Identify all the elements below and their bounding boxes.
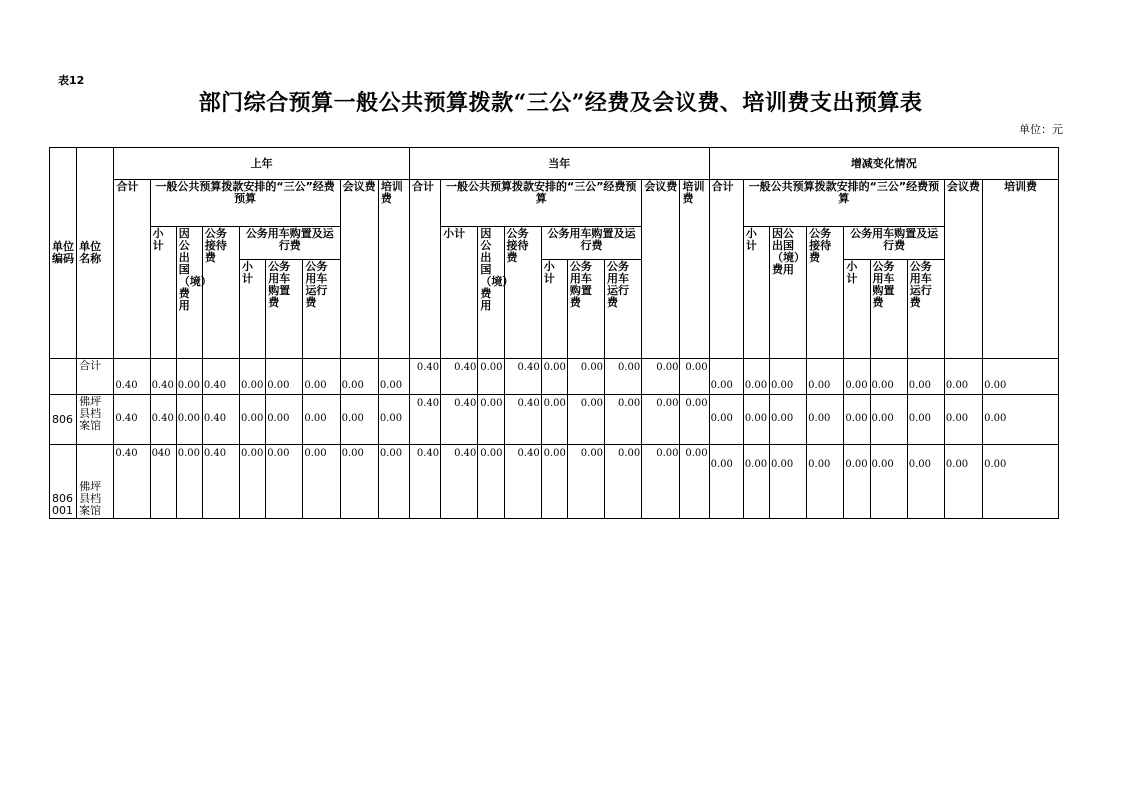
header-meeting: 会议费 — [340, 180, 378, 359]
cell-value: 0.00 — [680, 445, 709, 519]
header-three-public: 一般公共预算拨款安排的“三公”经费预算 — [743, 180, 944, 227]
header-subtotal: 小计 — [150, 227, 176, 359]
header-abroad: 因公出国（境）费用 — [478, 227, 504, 359]
header-vehicle-run: 公务用车运行费 — [605, 260, 642, 359]
cell-value: 0.40 — [114, 395, 150, 445]
cell-value: 0.00 — [944, 395, 982, 445]
header-this-year: 当年 — [409, 148, 709, 180]
cell-value: 0.00 — [807, 395, 844, 445]
table-row — [50, 395, 1059, 445]
cell-value: 0.00 — [176, 395, 202, 445]
cell-value: 0.00 — [807, 445, 844, 519]
header-subtotal: 小计 — [743, 227, 769, 359]
cell-value: 0.00 — [709, 445, 743, 519]
cell-value: 0.40 — [202, 359, 239, 395]
cell-value: 0.00 — [378, 395, 409, 445]
cell-value: 0.40 — [441, 395, 478, 445]
cell-value: 0.40 — [409, 359, 440, 395]
header-vehicle-run: 公务用车运行费 — [303, 260, 340, 359]
cell-value: 0.00 — [769, 395, 806, 445]
row-name: 佛坪县档案馆 — [77, 395, 114, 445]
cell-value: 0.00 — [844, 445, 870, 519]
cell-value: 0.00 — [743, 395, 769, 445]
cell-value: 0.00 — [743, 359, 769, 395]
cell-value: 0.40 — [114, 445, 150, 519]
cell-value: 0.00 — [983, 445, 1059, 519]
cell-value: 0.40 — [150, 395, 176, 445]
table-row — [50, 359, 1059, 395]
cell-value: 0.00 — [769, 445, 806, 519]
row-name: 佛坪县档案馆 — [77, 445, 114, 519]
cell-value: 0.00 — [743, 445, 769, 519]
cell-value: 0.00 — [567, 395, 604, 445]
cell-value: 0.00 — [870, 359, 907, 395]
cell-value: 0.40 — [504, 395, 541, 445]
header-vehicle-purchase: 公务用车购置费 — [870, 260, 907, 359]
header-training: 培训费 — [680, 180, 709, 359]
cell-value: 0.00 — [907, 445, 944, 519]
table-row — [50, 445, 1059, 519]
header-last-year: 上年 — [114, 148, 410, 180]
cell-value: 0.00 — [541, 395, 567, 445]
header-three-public: 一般公共预算拨款安排的“三公”经费预算 — [150, 180, 340, 227]
header-vehicle-subtotal: 小计 — [844, 260, 870, 359]
cell-value: 0.00 — [680, 395, 709, 445]
header-code: 单位编码 — [50, 148, 77, 359]
header-change: 增减变化情况 — [709, 148, 1058, 180]
cell-value: 0.00 — [983, 359, 1059, 395]
cell-value: 0.00 — [844, 395, 870, 445]
header-vehicle-run: 公务用车运行费 — [907, 260, 944, 359]
header-training: 培训费 — [378, 180, 409, 359]
header-abroad: 因公出国（境）费用 — [769, 227, 806, 359]
cell-value: 0.00 — [680, 359, 709, 395]
cell-value: 0.00 — [870, 445, 907, 519]
unit-label: 单位：元 — [1019, 123, 1063, 136]
cell-value: 0.40 — [441, 445, 478, 519]
cell-value: 0.00 — [709, 359, 743, 395]
cell-value: 0.00 — [605, 395, 642, 445]
header-meeting: 会议费 — [944, 180, 982, 359]
cell-value: 0.00 — [642, 445, 680, 519]
cell-value: 0.00 — [541, 359, 567, 395]
cell-value: 0.00 — [642, 395, 680, 445]
header-reception: 公务接待费 — [807, 227, 844, 359]
header-vehicle-subtotal: 小计 — [240, 260, 266, 359]
header-abroad: 因公出国（境）费用 — [176, 227, 202, 359]
cell-value: 0.00 — [870, 395, 907, 445]
cell-value: 0.40 — [409, 445, 440, 519]
table-number: 表12 — [58, 74, 85, 87]
header-name: 单位名称 — [77, 148, 114, 359]
cell-value: 0.00 — [340, 445, 378, 519]
row-code: 806001 — [50, 445, 77, 519]
header-vehicle-purchase: 公务用车购置费 — [567, 260, 604, 359]
cell-value: 0.40 — [202, 445, 239, 519]
cell-value: 0.00 — [176, 359, 202, 395]
cell-value: 0.00 — [176, 445, 202, 519]
row-code: 806 — [50, 395, 77, 445]
cell-value: 0.40 — [504, 359, 541, 395]
cell-value: 0.00 — [303, 359, 340, 395]
cell-value: 0.00 — [807, 359, 844, 395]
header-total: 合计 — [114, 180, 150, 359]
cell-value: 0.00 — [907, 395, 944, 445]
header-total: 合计 — [709, 180, 743, 359]
cell-value: 0.00 — [303, 395, 340, 445]
cell-value: 0.00 — [983, 395, 1059, 445]
header-training: 培训费 — [983, 180, 1059, 359]
cell-value: 0.00 — [478, 359, 504, 395]
header-vehicle: 公务用车购置及运行费 — [240, 227, 341, 260]
cell-value: 0.00 — [240, 395, 266, 445]
cell-value: 0.00 — [478, 395, 504, 445]
header-reception: 公务接待费 — [504, 227, 541, 359]
cell-value: 0.40 — [114, 359, 150, 395]
header-vehicle-purchase: 公务用车购置费 — [266, 260, 303, 359]
cell-value: 0.00 — [240, 445, 266, 519]
cell-value: 0.00 — [240, 359, 266, 395]
cell-value: 0.00 — [605, 359, 642, 395]
cell-value: 0.00 — [340, 395, 378, 445]
cell-value: 0.40 — [202, 395, 239, 445]
cell-value: 0.00 — [266, 359, 303, 395]
budget-table — [49, 147, 1059, 519]
cell-value: 0.00 — [266, 445, 303, 519]
cell-value: 0.00 — [378, 445, 409, 519]
cell-value: 0.00 — [844, 359, 870, 395]
row-name: 合计 — [77, 359, 114, 395]
cell-value: 0.40 — [441, 359, 478, 395]
header-three-public: 一般公共预算拨款安排的“三公”经费预算 — [441, 180, 642, 227]
header-vehicle-subtotal: 小计 — [541, 260, 567, 359]
page-title: 部门综合预算一般公共预算拨款“三公”经费及会议费、培训费支出预算表 — [198, 90, 923, 116]
cell-value: 0.40 — [504, 445, 541, 519]
header-reception: 公务接待费 — [202, 227, 239, 359]
cell-value: 0.00 — [769, 359, 806, 395]
cell-value: 0.00 — [340, 359, 378, 395]
header-vehicle: 公务用车购置及运行费 — [541, 227, 642, 260]
cell-value: 0.00 — [478, 445, 504, 519]
cell-value: 0.00 — [605, 445, 642, 519]
cell-value: 040 — [150, 445, 176, 519]
cell-value: 0.00 — [642, 359, 680, 395]
row-code — [50, 359, 77, 395]
cell-value: 0.00 — [944, 359, 982, 395]
cell-value: 0.40 — [150, 359, 176, 395]
cell-value: 0.40 — [409, 395, 440, 445]
cell-value: 0.00 — [541, 445, 567, 519]
cell-value: 0.00 — [303, 445, 340, 519]
header-meeting: 会议费 — [642, 180, 680, 359]
cell-value: 0.00 — [907, 359, 944, 395]
header-total: 合计 — [409, 180, 440, 359]
cell-value: 0.00 — [944, 445, 982, 519]
header-subtotal: 小计 — [441, 227, 478, 359]
header-vehicle: 公务用车购置及运行费 — [844, 227, 945, 260]
cell-value: 0.00 — [378, 359, 409, 395]
cell-value: 0.00 — [567, 445, 604, 519]
cell-value: 0.00 — [266, 395, 303, 445]
cell-value: 0.00 — [709, 395, 743, 445]
cell-value: 0.00 — [567, 359, 604, 395]
